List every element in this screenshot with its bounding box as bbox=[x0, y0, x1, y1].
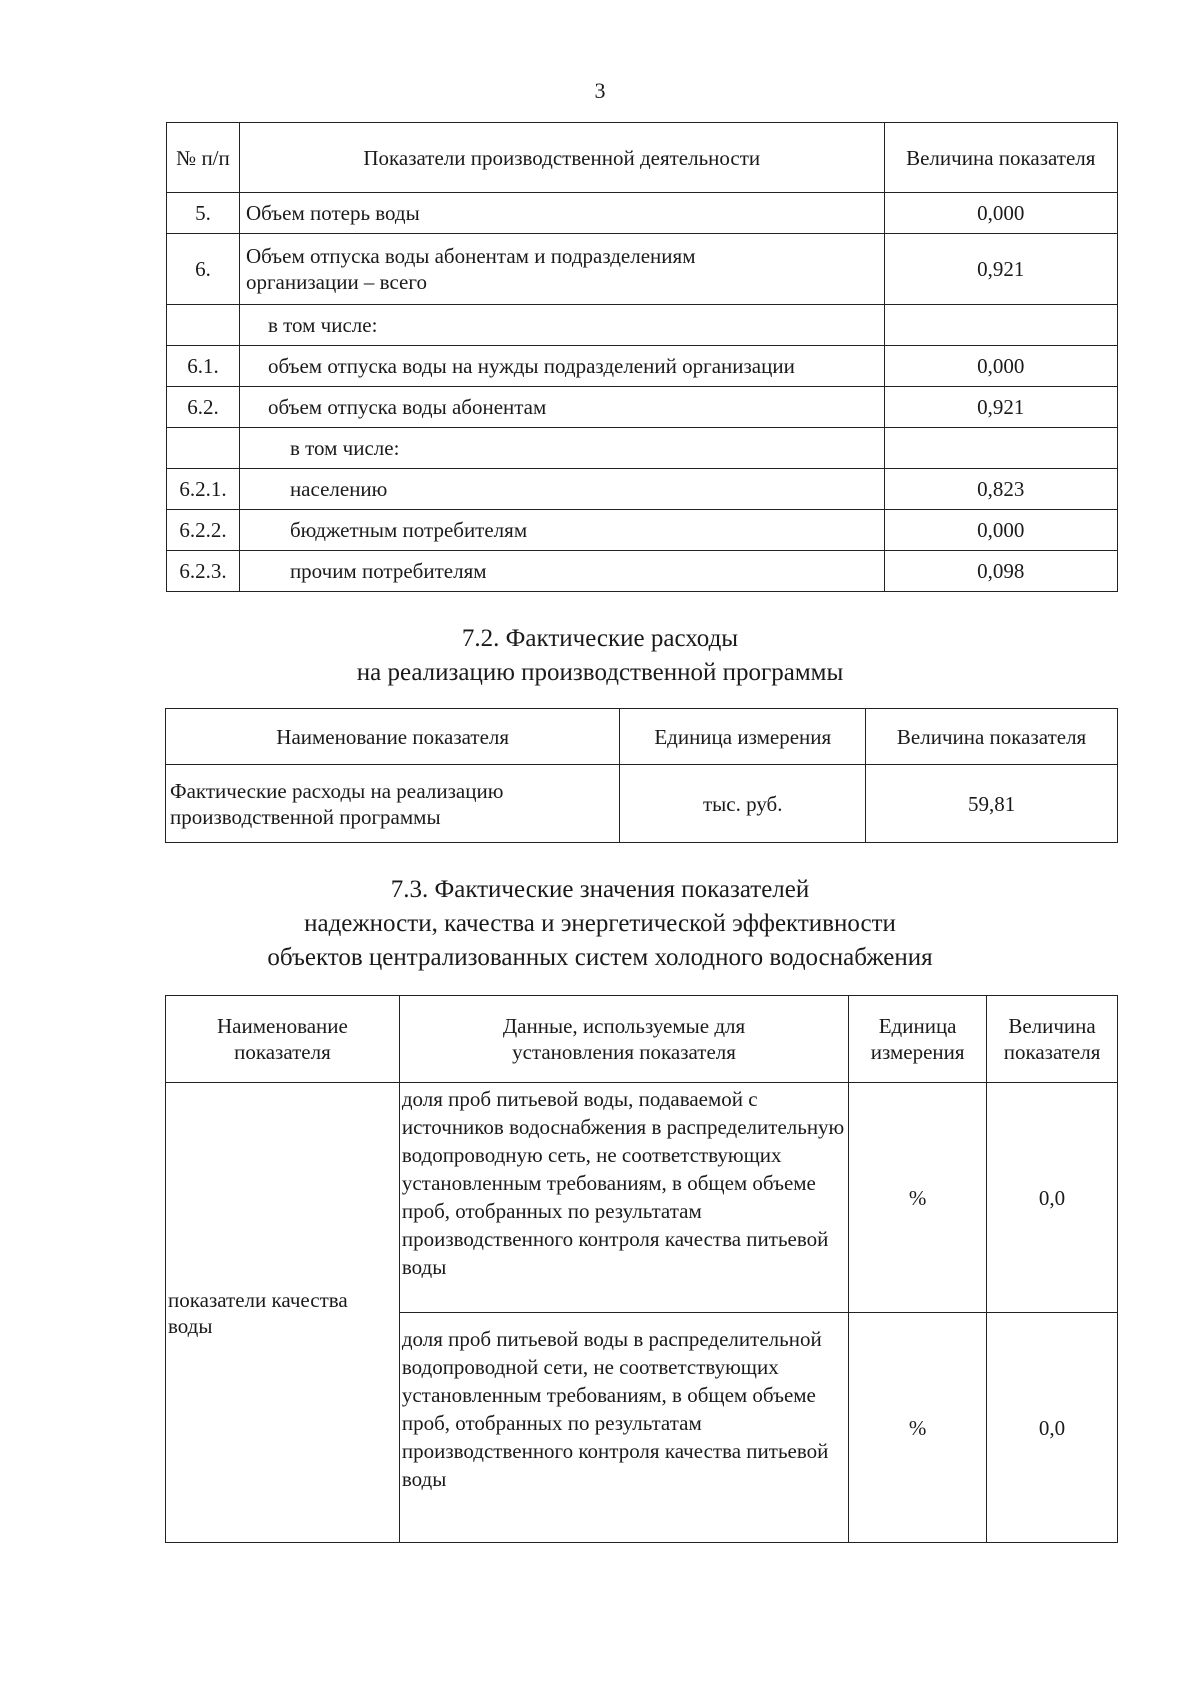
row-name: населению bbox=[239, 469, 884, 510]
table-row bbox=[167, 469, 1118, 510]
row-data: доля проб питьевой воды, подаваемой с источников водоснабжения в распределительную водопроводную сеть, не соответствующих установленным требованиям, в общем объеме проб, отобранных по результатам производственного контроля качества питьевой воды bbox=[399, 1083, 848, 1313]
row-value bbox=[884, 305, 1117, 346]
table-row bbox=[167, 510, 1118, 551]
header-indicator: Показатели производственной деятельности bbox=[239, 123, 884, 193]
header-num: № п/п bbox=[167, 123, 240, 193]
table-row bbox=[167, 234, 1118, 305]
row-num: 6.2.1. bbox=[167, 469, 240, 510]
row-data: доля проб питьевой воды в распределительной водопроводной сети, не соответствующих установленным требованиям, в общем объеме проб, отобранных по результатам производственного контроля качества питьевой воды bbox=[399, 1313, 848, 1543]
section-7-3-title-line1: 7.3. Фактические значения показателей bbox=[390, 876, 810, 903]
table-row bbox=[167, 387, 1118, 428]
table-row bbox=[166, 765, 1118, 843]
section-7-3-title-line3: объектов централизованных систем холодного водоснабжения bbox=[267, 944, 933, 971]
row-value: 0,921 bbox=[884, 387, 1117, 428]
row-num: 6.2.2. bbox=[167, 510, 240, 551]
header-value: Величина показателя bbox=[884, 123, 1117, 193]
row-num: 6. bbox=[167, 234, 240, 305]
row-name: объем отпуска воды абонентам bbox=[239, 387, 884, 428]
header-unit: Единица измерения bbox=[849, 996, 987, 1083]
row-name: Фактические расходы на реализацию производственной программы bbox=[166, 765, 620, 843]
row-value: 0,921 bbox=[884, 234, 1117, 305]
header-value: Величина показателя bbox=[866, 709, 1118, 765]
table-row bbox=[167, 551, 1118, 592]
row-value: 0,0 bbox=[987, 1313, 1118, 1543]
header-data: Данные, используемые для установления показателя bbox=[399, 996, 848, 1083]
section-7-2-title-line2: на реализацию производственной программы bbox=[356, 659, 844, 686]
row-num bbox=[167, 428, 240, 469]
table-row bbox=[167, 346, 1118, 387]
row-num: 5. bbox=[167, 193, 240, 234]
row-num: 6.2. bbox=[167, 387, 240, 428]
row-value: 0,823 bbox=[884, 469, 1117, 510]
table-row bbox=[167, 193, 1118, 234]
header-unit: Единица измерения bbox=[620, 709, 866, 765]
table-header-row bbox=[166, 996, 1118, 1083]
section-7-3-heading bbox=[0, 873, 1200, 975]
section-7-2-title-line1: 7.2. Фактические расходы bbox=[461, 625, 739, 652]
page-number: 3 bbox=[594, 78, 606, 103]
row-name: объем отпуска воды на нужды подразделений организации bbox=[239, 346, 884, 387]
row-name: бюджетным потребителям bbox=[239, 510, 884, 551]
row-name: в том числе: bbox=[239, 428, 884, 469]
header-value: Величина показателя bbox=[987, 996, 1118, 1083]
table-header-row bbox=[167, 123, 1118, 193]
table-header-row bbox=[166, 709, 1118, 765]
section-7-2-heading bbox=[0, 622, 1200, 690]
reliability-quality-table bbox=[165, 995, 1118, 1543]
row-name: Объем отпуска воды абонентам и подразделениям организации – всего bbox=[239, 234, 884, 305]
section-7-3-title-line2: надежности, качества и энергетической эффективности bbox=[304, 910, 896, 937]
row-value bbox=[884, 428, 1117, 469]
row-num: 6.1. bbox=[167, 346, 240, 387]
header-indicator-name: Наименование показателя bbox=[166, 996, 400, 1083]
row-name: прочим потребителям bbox=[239, 551, 884, 592]
production-indicators-table bbox=[166, 122, 1118, 592]
row-value: 0,000 bbox=[884, 510, 1117, 551]
table-row bbox=[167, 428, 1118, 469]
row-name: в том числе: bbox=[239, 305, 884, 346]
row-value: 0,000 bbox=[884, 346, 1117, 387]
row-unit: тыс. руб. bbox=[620, 765, 866, 843]
row-unit: % bbox=[849, 1083, 987, 1313]
row-value: 0,0 bbox=[987, 1083, 1118, 1313]
actual-expenses-table bbox=[165, 708, 1118, 843]
row-value: 0,098 bbox=[884, 551, 1117, 592]
row-num bbox=[167, 305, 240, 346]
row-unit: % bbox=[849, 1313, 987, 1543]
table-row bbox=[167, 305, 1118, 346]
row-value: 0,000 bbox=[884, 193, 1117, 234]
header-indicator-name: Наименование показателя bbox=[166, 709, 620, 765]
group-name: показатели качества воды bbox=[166, 1083, 400, 1543]
row-num: 6.2.3. bbox=[167, 551, 240, 592]
table-row bbox=[166, 1083, 1118, 1313]
row-name: Объем потерь воды bbox=[239, 193, 884, 234]
row-value: 59,81 bbox=[866, 765, 1118, 843]
